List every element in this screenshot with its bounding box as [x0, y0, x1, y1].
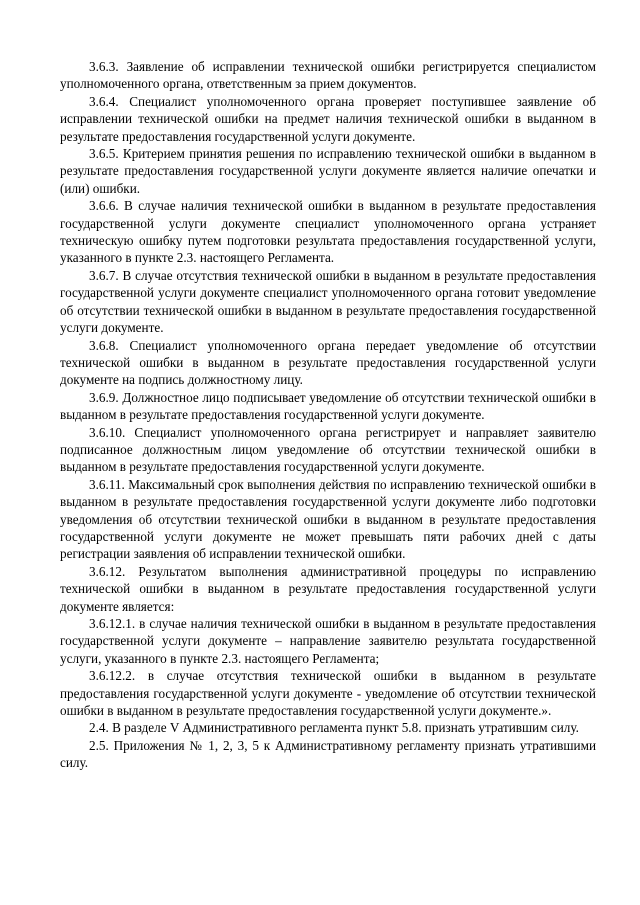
- document-body: [60, 58, 596, 772]
- paragraph-3-6-7: 3.6.7. В случае отсутствия технической ошибки в выданном в результате предоставления государственной услуги документе специалист уполномоченного органа готовит уведомление об отсутствии технической ошибки в выданном в результате предоставления государственной услуги документе.: [60, 267, 596, 336]
- paragraph-3-6-8: 3.6.8. Специалист уполномоченного органа передает уведомление об отсутствии технической ошибки в выданном в результате предоставления государственной услуги документе на подпись должностному лицу.: [60, 337, 596, 388]
- paragraph-2-4: 2.4. В разделе V Административного регламента пункт 5.8. признать утратившим силу.: [89, 720, 579, 736]
- paragraph-3-6-6: 3.6.6. В случае наличия технической ошибки в выданном в результате предоставления государственной услуги документе специалист уполномоченного органа устраняет техническую ошибку путем подготовки результата предоставления государственной услуги, указанного в пункте 2.3. настоящего Регламента.: [60, 198, 596, 266]
- paragraph-3-6-3: 3.6.3. Заявление об исправлении технической ошибки регистрируется специалистом уполномоченного органа, ответственным за прием документов.: [60, 59, 596, 92]
- paragraph-2-5: 2.5. Приложения № 1, 2, 3, 5 к Административному регламенту признать утратившими силу.: [60, 737, 596, 771]
- paragraph-3-6-5: 3.6.5. Критерием принятия решения по исправлению технической ошибки в выданном в результате предоставления государственной услуги документе является наличие опечатки и (или) ошибки.: [60, 146, 596, 196]
- paragraph-3-6-4: 3.6.4. Специалист уполномоченного органа проверяет поступившее заявление об исправлении технической ошибки на предмет наличия технической ошибки в выданном в результате предоставления государственной услуги документе.: [60, 93, 596, 144]
- paragraph-3-6-12: 3.6.12. Результатом выполнения административной процедуры по исправлению технической ошибки в выданном в результате предоставления государственной услуги документе является:: [60, 563, 596, 614]
- paragraph-3-6-12-2: 3.6.12.2. в случае отсутствия технической ошибки в выданном в результате предоставления государственной услуги документе - уведомление об отсутствии технической ошибки в выданном в результате предоставления государственной услуги документе.».: [60, 668, 596, 719]
- paragraph-3-6-11: 3.6.11. Максимальный срок выполнения действия по исправлению технической ошибки в выданном в результате предоставления государственной услуги документе либо подготовки уведомления об отсутствии технической ошибки в выданном в результате предоставления государственной услуги документе не может превышать пяти рабочих дней с даты регистрации заявления об исправлении технической ошибки.: [60, 476, 596, 562]
- paragraph-3-6-12-1: 3.6.12.1. в случае наличия технической ошибки в выданном в результате предоставления государственной услуги документе – направление заявителю результата государственной услуги, указанного в пункте 2.3. настоящего Регламента;: [60, 616, 596, 666]
- paragraph-3-6-10: 3.6.10. Специалист уполномоченного органа регистрирует и направляет заявителю подписанное должностным лицом уведомление об отсутствии технической ошибки в выданном в результате предоставления государственной услуги документе.: [60, 424, 596, 475]
- paragraph-3-6-9: 3.6.9. Должностное лицо подписывает уведомление об отсутствии технической ошибки в выданном в результате предоставления государственной услуги документе.: [60, 389, 596, 423]
